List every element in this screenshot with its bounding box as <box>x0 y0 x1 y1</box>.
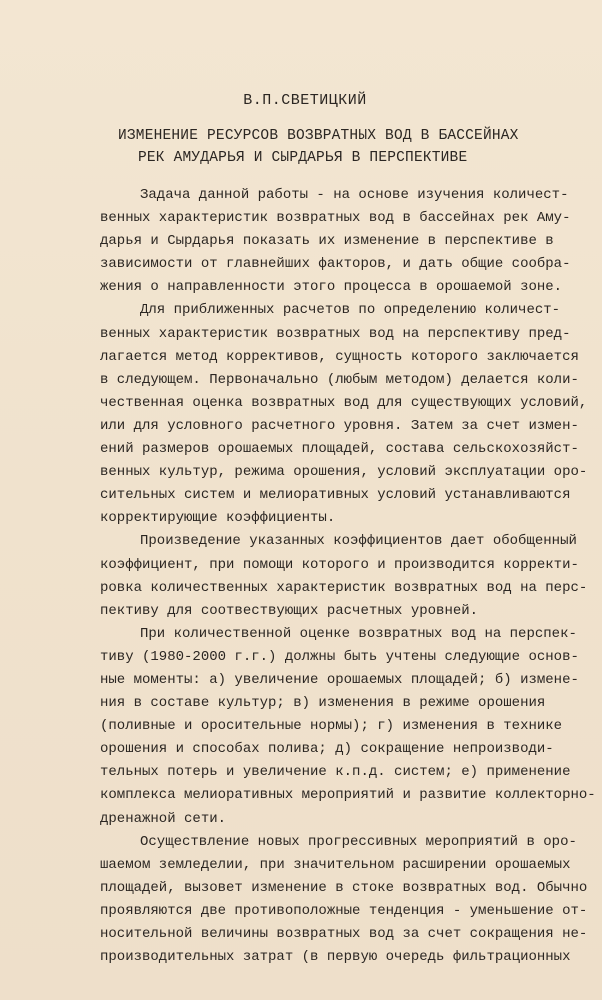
text-line: венных характеристик возвратных вод на перспективу пред- <box>100 325 571 342</box>
text-line: Осуществление новых прогрессивных мероприятий в оро- <box>140 833 577 850</box>
text-line: венных характеристик возвратных вод в бассейнах рек Аму- <box>100 210 571 227</box>
text-line: производительных затрат (в первую очередь фильтрационных <box>100 949 571 966</box>
text-line: дарья и Сырдарья показать их изменение в перспективе в <box>100 233 554 250</box>
title-line-2: РЕК АМУДАРЬЯ И СЫРДАРЬЯ В ПЕРСПЕКТИВЕ <box>138 150 468 166</box>
text-line: площадей, вызовет изменение в стоке возвратных вод. Обычно <box>100 879 588 896</box>
body-text <box>100 184 596 969</box>
text-line: ные моменты: а) увеличение орошаемых площадей; б) измене- <box>100 671 579 688</box>
text-line: комплекса мелиоративных мероприятий и развитие коллекторно- <box>100 787 596 804</box>
text-line: проявляются две противоположные тенденция - уменьшение от- <box>100 902 588 919</box>
text-line: или для условного расчетного уровня. Затем за счет измен- <box>100 417 579 434</box>
author-name: В.П.СВЕТИЦКИЙ <box>243 92 367 109</box>
text-line: чественная оценка возвратных вод для существующих условий, <box>100 394 588 411</box>
text-line: в следующем. Первоначально (любым методом) делается коли- <box>100 371 579 388</box>
text-line: шаемом земледелии, при значительном расширении орошаемых <box>100 856 571 873</box>
title-line-1: ИЗМЕНЕНИЕ РЕСУРСОВ ВОЗВРАТНЫХ ВОД В БАССЕЙНАХ <box>118 128 519 144</box>
text-line: тиву (1980-2000 г.г.) должны быть учтены следующие основ- <box>100 648 579 665</box>
text-line: При количественной оценке возвратных вод на перспек- <box>140 625 577 642</box>
text-line: ния в составе культур; в) изменения в режиме орошения <box>100 695 546 712</box>
text-line: орошения и способах полива; д) сокращение непроизводи- <box>100 741 554 758</box>
text-line: сительных систем и мелиоративных условий устанавливаются <box>100 487 571 504</box>
text-line: жения о направленности этого процесса в орошаемой зоне. <box>100 279 563 296</box>
text-line: дренажной сети. <box>100 810 227 827</box>
text-line: зависимости от главнейших факторов, и дать общие сообра- <box>100 256 571 273</box>
text-line: (поливные и оросительные нормы); г) изменения в технике <box>100 718 563 735</box>
text-line: корректирующие коэффициенты. <box>100 510 336 527</box>
text-line: тельных потерь и увеличение к.п.д. систем; е) применение <box>100 764 571 781</box>
text-line: носительной величины возвратных вод за счет сокращения не- <box>100 926 588 942</box>
text-line: Для приближенных расчетов по определению количест- <box>140 302 561 319</box>
text-line: Задача данной работы - на основе изучения количест- <box>140 187 569 203</box>
text-line: ровка количественных характеристик возвратных вод на перс- <box>100 579 588 596</box>
text-line: коэффициент, при помощи которого и производится корректи- <box>100 556 579 573</box>
text-line: ений размеров орошаемых площадей, состава сельскохозяйст- <box>100 441 579 458</box>
text-line: пективу для соотвествующих расчетных уровней. <box>100 602 479 619</box>
text-line: лагается метод коррективов, сущность которого заключается <box>100 348 579 365</box>
text-line: венных культур, режима орошения, условий эксплуатации оро- <box>100 464 588 481</box>
text-line: Произведение указанных коэффициентов дает обобщенный <box>140 533 577 550</box>
